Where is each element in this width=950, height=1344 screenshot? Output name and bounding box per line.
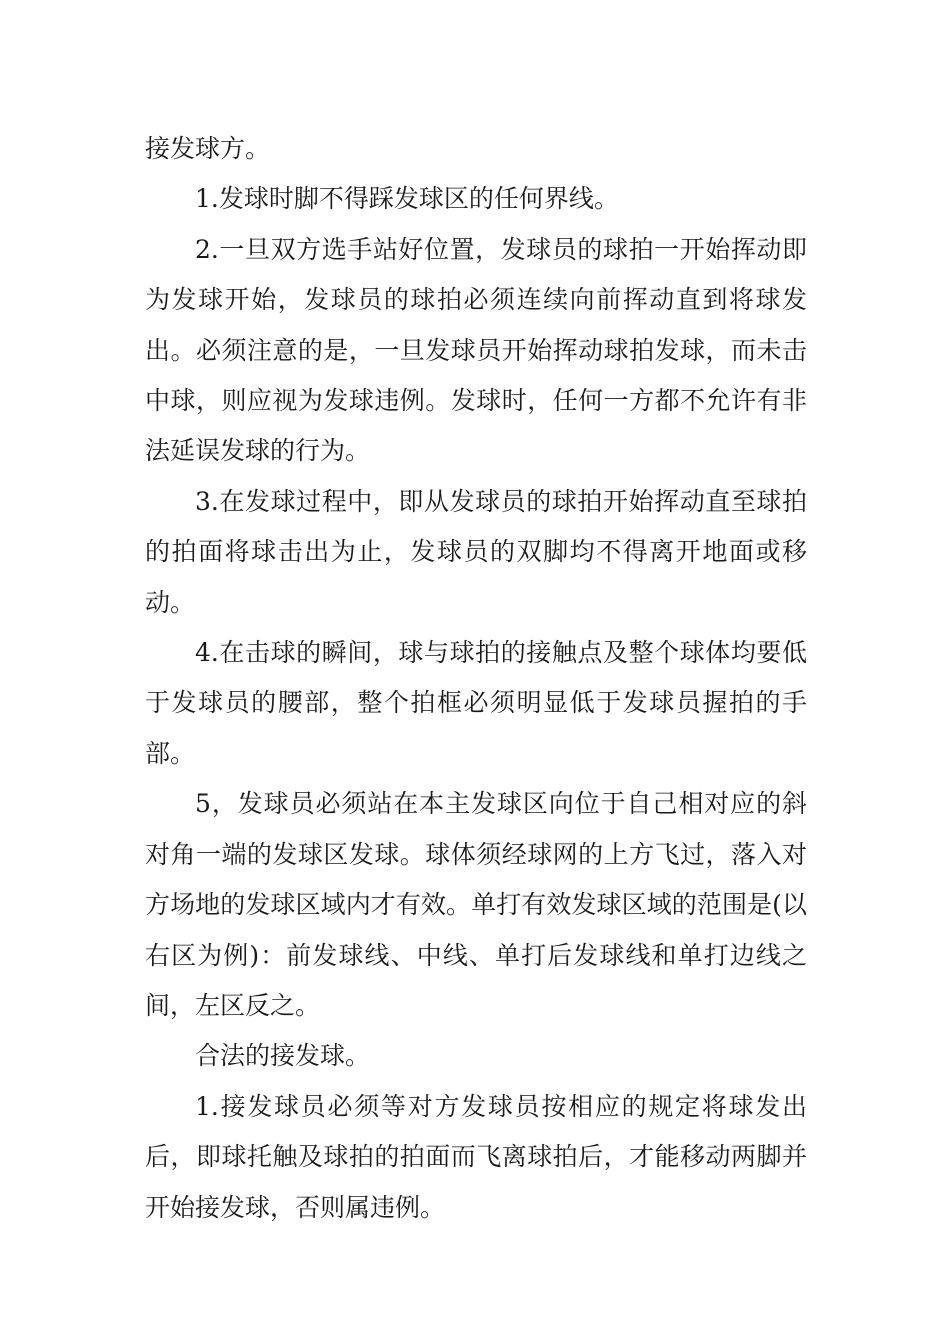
paragraph-7: 1.接发球员必须等对方发球员按相应的规定将球发出后，即球托触及球拍的拍面而飞离球拍后，才能移动两脚并开始接发球，否则属违例。 xyxy=(145,1091,807,1222)
paragraph-3: 3.在发球过程中，即从发球员的球拍开始挥动直至球拍的拍面将球击出为止，发球员的双脚均不得离开地面或移动。 xyxy=(145,486,807,617)
paragraph-5: 5，发球员必须站在本主发球区向位于自己相对应的斜对角一端的发球区发球。球体须经球网的上方飞过，落入对方场地的发球区域内才有效。单打有效发球区域的范围是(以右区为例)：前发球线、中线、单打后发球线和单打边线之间，左区反之。 xyxy=(145,789,807,1020)
document-body xyxy=(145,124,807,1233)
paragraph-1: 1.发球时脚不得踩发球区的任何界线。 xyxy=(195,184,619,214)
paragraph-4: 4.在击球的瞬间，球与球拍的接触点及整个球体均要低于发球员的腰部，整个拍框必须明显低于发球员握拍的手部。 xyxy=(145,638,807,768)
paragraph-2: 2.一旦双方选手站好位置，发球员的球拍一开始挥动即为发球开始，发球员的球拍必须连续向前挥动直到将球发出。必须注意的是，一旦发球员开始挥动球拍发球，而未击中球，则应视为发球违例。发球时，任何一方都不允许有非法延误发球的行为。 xyxy=(145,234,807,466)
paragraph-6: 合法的接发球。 xyxy=(195,1041,371,1071)
paragraph-0: 接发球方。 xyxy=(145,134,271,163)
